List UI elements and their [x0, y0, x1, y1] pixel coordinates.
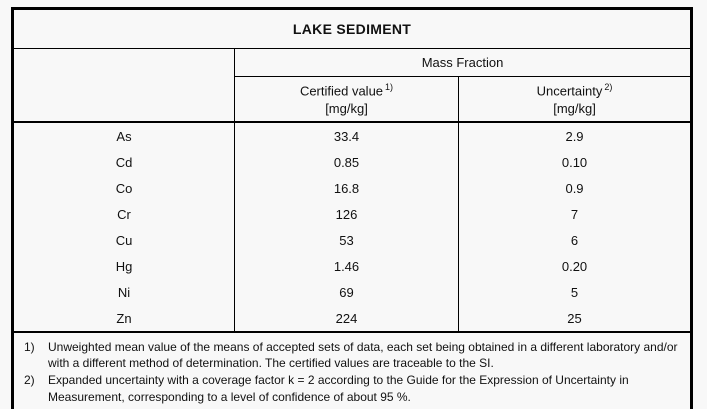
element-cell: Cr: [117, 206, 131, 222]
table-row: [13, 279, 692, 305]
footnote-2-text: Expanded uncertainty with a coverage factor k = 2 according to the Guide for the Expression of Uncertainty in Measurement, corresponding to a level of confidence of about 95 %.: [48, 373, 629, 404]
uncertainty-unit: [mg/kg]: [553, 100, 596, 116]
uncertainty-cell: 0.9: [459, 175, 692, 201]
table-title-row: [13, 9, 692, 49]
footnote-1-marker: 1): [24, 340, 35, 354]
page-title: LAKE SEDIMENT: [13, 9, 692, 49]
certified-value-cell: 0.85: [235, 149, 459, 175]
table-row: [13, 122, 692, 149]
group-header-row: [13, 49, 692, 77]
table-row: [13, 227, 692, 253]
element-cell: Ni: [117, 284, 131, 300]
uncertainty-cell: 25: [459, 305, 692, 332]
element-cell: Cu: [115, 232, 133, 248]
table-row: [13, 201, 692, 227]
table-row: [13, 149, 692, 175]
table-row: [13, 175, 692, 201]
footnote-1: [22, 339, 682, 371]
certified-value-cell: 1.46: [235, 253, 459, 279]
certified-value-column-header: [235, 77, 459, 123]
element-cell: Hg: [115, 258, 133, 274]
certified-value-cell: 33.4: [235, 122, 459, 149]
uncertainty-label: Uncertainty: [536, 83, 603, 99]
footnote-1-text: Unweighted mean value of the means of accepted sets of data, each set being obtained in a different laboratory and/or with a different method of determination. The certified values are traceable to the SI.: [48, 340, 678, 371]
footnotes-row: [13, 332, 692, 409]
uncertainty-cell: 0.20: [459, 253, 692, 279]
uncertainty-column-header: [459, 77, 692, 123]
certified-value-cell: 126: [235, 201, 459, 227]
uncertainty-cell: 2.9: [459, 122, 692, 149]
footnote-2: [22, 372, 682, 404]
certified-value-cell: 16.8: [235, 175, 459, 201]
element-cell: Cd: [115, 154, 133, 170]
certified-value-label: Certified value: [299, 83, 384, 99]
uncertainty-cell: 5: [459, 279, 692, 305]
certified-value-cell: 69: [235, 279, 459, 305]
element-column-header-blank: [13, 49, 235, 123]
element-cell: Co: [115, 180, 133, 196]
certified-value-unit: [mg/kg]: [325, 100, 368, 116]
element-cell: Zn: [116, 310, 132, 326]
table-row: [13, 253, 692, 279]
footnote-2-marker: 2): [24, 373, 35, 388]
uncertainty-footnote-ref: 2): [604, 81, 613, 92]
certified-value-cell: 53: [235, 227, 459, 253]
certified-value-cell: 224: [235, 305, 459, 332]
certified-values-table: [11, 7, 693, 409]
certified-value-footnote-ref: 1): [385, 81, 394, 92]
mass-fraction-header: Mass Fraction: [235, 49, 692, 77]
uncertainty-cell: 0.10: [459, 149, 692, 175]
footnotes-cell: [13, 332, 692, 409]
uncertainty-cell: 7: [459, 201, 692, 227]
uncertainty-cell: 6: [459, 227, 692, 253]
element-cell: As: [116, 128, 132, 144]
table-row: [13, 305, 692, 332]
